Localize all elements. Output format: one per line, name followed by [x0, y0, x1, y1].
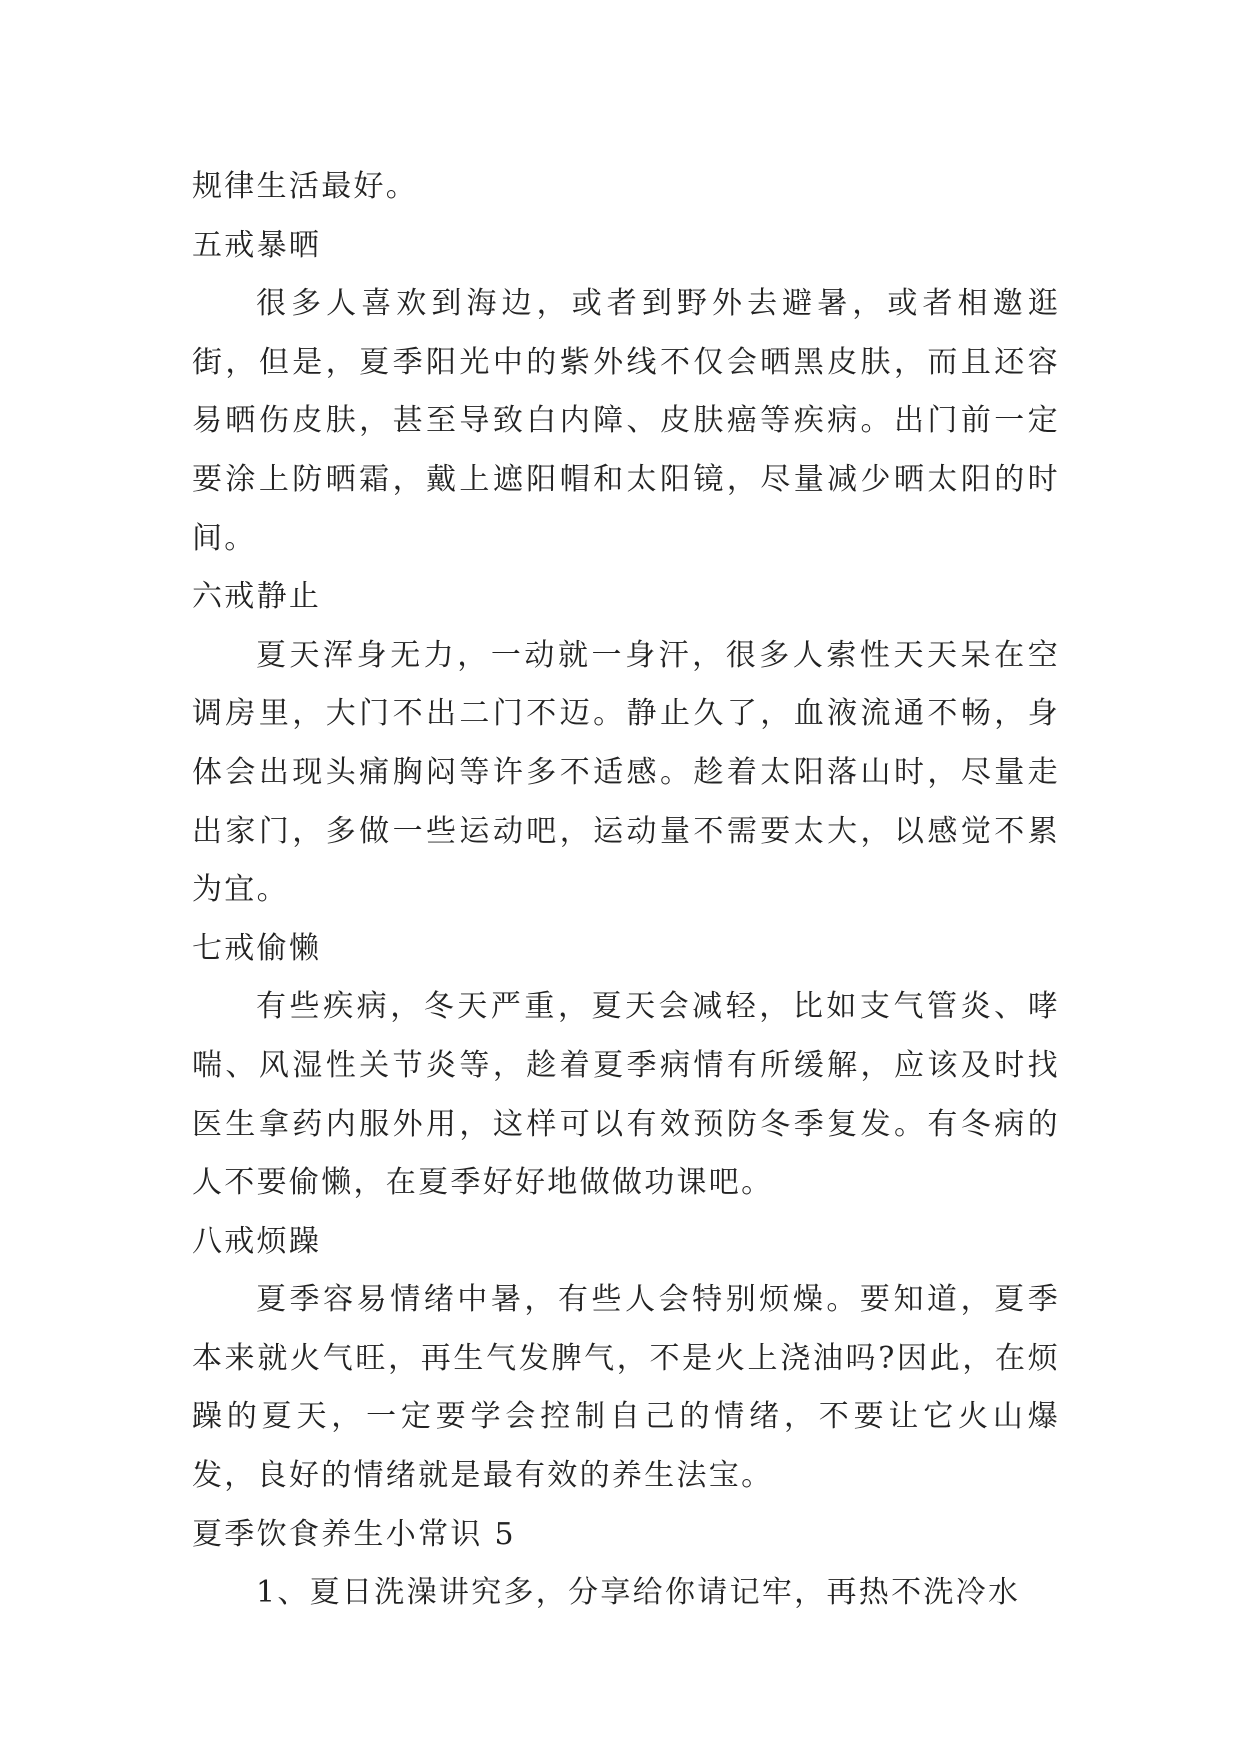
- heading-qi-jie-tou-lan: 七戒偷懒: [192, 930, 322, 966]
- document-body: [192, 158, 1060, 1623]
- section-title: 夏季饮食养生小常识 5: [192, 1516, 516, 1552]
- heading-liu-jie-jing-zhi: 六戒静止: [192, 579, 322, 615]
- paragraph-bao-shai: 很多人喜欢到海边，或者到野外去避暑，或者相邀逛街，但是，夏季阳光中的紫外线不仅会晒黑皮肤，而且还容易晒伤皮肤，甚至导致白内障、皮肤癌等疾病。出门前一定要涂上防晒霜，戴上遮阳帽和太阳镜，尽量减少晒太阳的时间。: [192, 286, 1060, 556]
- paragraph-continuation: 规律生活最好。: [192, 169, 419, 204]
- paragraph-tou-lan: 有些疾病，冬天严重，夏天会减轻，比如支气管炎、哮喘、风湿性关节炎等，趁着夏季病情有所缓解，应该及时找医生拿药内服外用，这样可以有效预防冬季复发。有冬病的人不要偷懒，在夏季好好地做做功课吧。: [192, 989, 1060, 1201]
- paragraph-jing-zhi: 夏天浑身无力，一动就一身汗，很多人索性天天呆在空调房里，大门不出二门不迈。静止久了，血液流通不畅，身体会出现头痛胸闷等许多不适感。趁着太阳落山时，尽量走出家门，多做一些运动吧，运动量不需要太大，以感觉不累为宜。: [192, 637, 1060, 908]
- paragraph-bathing-tips: 1、夏日洗澡讲究多，分享给你请记牢，再热不洗冷水: [256, 1575, 1021, 1611]
- paragraph-fan-zao: 夏季容易情绪中暑，有些人会特别烦燥。要知道，夏季本来就火气旺，再生气发脾气，不是火上浇油吗?因此，在烦躁的夏天，一定要学会控制自己的情绪，不要让它火山爆发，良好的情绪就是最有效的养生法宝。: [192, 1282, 1060, 1494]
- heading-wu-jie-bao-shai: 五戒暴晒: [192, 227, 322, 263]
- heading-ba-jie-fan-zao: 八戒烦躁: [192, 1223, 322, 1259]
